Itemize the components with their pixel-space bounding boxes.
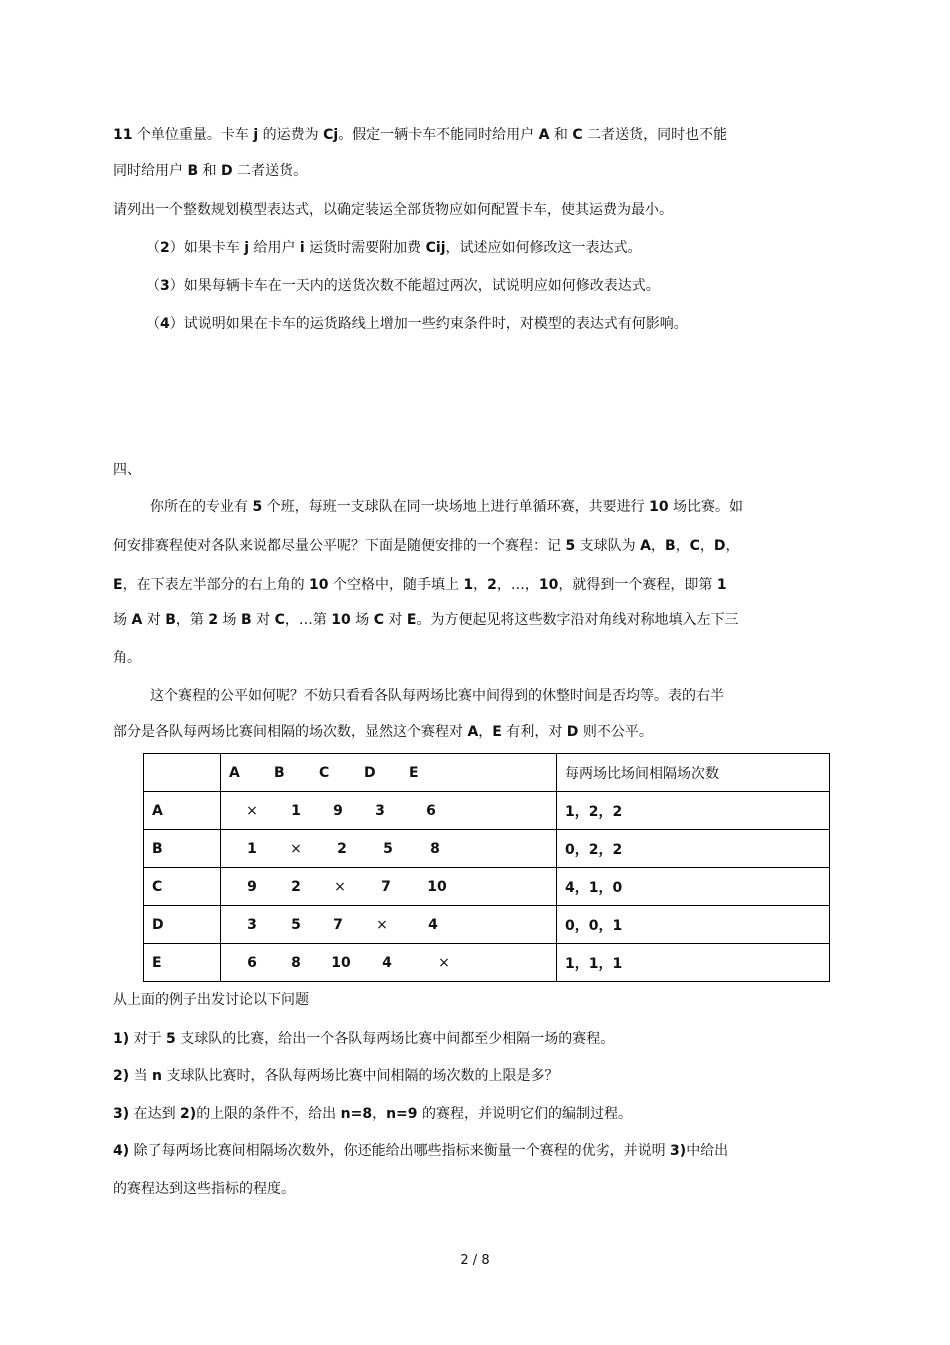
text-run: 10 bbox=[649, 499, 669, 515]
text-line bbox=[113, 575, 727, 595]
text-run: n bbox=[152, 1068, 163, 1084]
text-run: 1 bbox=[716, 577, 727, 593]
match-cell: 6 bbox=[247, 954, 257, 971]
text-line bbox=[113, 648, 141, 668]
text-run: B bbox=[187, 163, 199, 179]
match-cell: 2 bbox=[337, 840, 347, 857]
match-cell: 3 bbox=[247, 916, 257, 933]
row-gaps: 1，1，1 bbox=[557, 944, 830, 982]
row-team-label: E bbox=[144, 944, 221, 982]
text-run: 1 bbox=[463, 577, 474, 593]
schedule-table bbox=[143, 753, 830, 982]
text-run: ， bbox=[473, 577, 488, 593]
match-cell: 3 bbox=[375, 802, 385, 819]
text-run: 同时给用户 bbox=[113, 163, 188, 179]
text-run: 2 bbox=[487, 577, 497, 593]
text-line bbox=[113, 1104, 632, 1124]
team-header: D bbox=[364, 764, 376, 781]
row-cells bbox=[221, 830, 557, 868]
text-run: 5 bbox=[252, 499, 263, 515]
text-run: ， bbox=[675, 538, 690, 554]
text-run: 的运费为 bbox=[258, 127, 324, 143]
text-run: 10 bbox=[538, 577, 559, 593]
text-run: 场 bbox=[350, 612, 374, 628]
match-cell: × bbox=[290, 840, 302, 857]
row-team-label: C bbox=[144, 868, 221, 906]
table-row bbox=[144, 792, 830, 830]
text-run: ，第 bbox=[175, 612, 209, 628]
text-line bbox=[113, 1029, 614, 1049]
text-run: 支球队为 bbox=[575, 538, 641, 554]
text-run: 有利，对 bbox=[501, 724, 567, 740]
text-run: ，…第 bbox=[284, 612, 332, 628]
text-run: 场比赛。如 bbox=[668, 499, 744, 515]
text-run: j bbox=[244, 240, 250, 256]
text-run: 和 bbox=[549, 127, 573, 143]
text-run: 何安排赛程使对各队来说都尽量公平呢？下面是随便安排的一个赛程：记 bbox=[113, 538, 566, 554]
match-cell: × bbox=[246, 802, 258, 819]
row-cells bbox=[221, 906, 557, 944]
text-run: 角。 bbox=[113, 650, 141, 666]
table-corner-cell bbox=[144, 754, 221, 792]
text-run: 支球队的比赛，给出一个各队每两场比赛中间都至少相隔一场的赛程。 bbox=[175, 1031, 615, 1047]
text-run: B bbox=[165, 612, 176, 628]
team-header: A bbox=[229, 764, 240, 781]
text-run: Cj bbox=[323, 127, 339, 143]
row-gaps: 1，2，2 bbox=[557, 792, 830, 830]
row-team-label: D bbox=[144, 906, 221, 944]
text-run: 支球队比赛时，各队每两场比赛中间相隔的场次数的上限是多？ bbox=[162, 1068, 559, 1084]
text-run: ， bbox=[478, 724, 493, 740]
match-cell: × bbox=[438, 954, 450, 971]
text-run: A bbox=[467, 724, 479, 740]
text-run: C bbox=[274, 612, 285, 628]
text-run: 。假定一辆卡车不能同时给用户 bbox=[338, 127, 539, 143]
match-cell: 2 bbox=[291, 878, 301, 895]
text-run: B bbox=[240, 612, 252, 628]
text-line bbox=[113, 722, 653, 742]
text-run: 的赛程，并说明它们的编制过程。 bbox=[417, 1106, 632, 1122]
match-cell: 7 bbox=[333, 916, 343, 933]
text-run: 个空格中，随手填上 bbox=[328, 577, 464, 593]
text-run: ）如果每辆卡车在一天内的送货次数不能超过两次，试说明应如何修改表达式。 bbox=[169, 278, 660, 294]
text-run: 4 bbox=[160, 316, 170, 332]
text-run: 这个赛程的公平如何呢？不妨只看看各队每两场比赛中间得到的休整时间是否均等。表的右半 bbox=[150, 688, 724, 704]
text-run: 个班，每班一支球队在同一块场地上进行单循环赛，共要进行 bbox=[262, 499, 650, 515]
table-row bbox=[144, 906, 830, 944]
text-run: 场 bbox=[113, 612, 132, 628]
text-run: A bbox=[538, 127, 550, 143]
text-run: （ bbox=[146, 278, 160, 294]
text-run: 你所在的专业有 bbox=[150, 499, 253, 515]
text-run: 运货时需要附加费 bbox=[304, 240, 426, 256]
match-cell: 1 bbox=[291, 802, 301, 819]
text-run: ， bbox=[372, 1106, 387, 1122]
match-cell: × bbox=[376, 916, 388, 933]
text-run: A bbox=[640, 538, 651, 554]
match-cell: 5 bbox=[291, 916, 301, 933]
match-cell: 9 bbox=[247, 878, 257, 895]
table-header-row bbox=[144, 754, 830, 792]
row-gaps: 0，0，1 bbox=[557, 906, 830, 944]
text-run: ，试述应如何修改这一表达式。 bbox=[445, 240, 642, 256]
text-run: 对于 bbox=[129, 1031, 167, 1047]
text-run: 1) bbox=[113, 1031, 130, 1047]
match-cell: 6 bbox=[426, 802, 436, 819]
text-line bbox=[113, 1179, 295, 1199]
text-run: D bbox=[221, 163, 233, 179]
text-run: 在达到 bbox=[129, 1106, 181, 1122]
text-line bbox=[146, 314, 688, 334]
match-cell: × bbox=[334, 878, 346, 895]
text-line bbox=[113, 610, 738, 630]
match-cell: 4 bbox=[382, 954, 392, 971]
match-cell: 10 bbox=[427, 878, 447, 895]
team-header: B bbox=[274, 764, 285, 781]
text-run: 中给出 bbox=[686, 1143, 729, 1159]
text-run: 的赛程达到这些指标的程度。 bbox=[113, 1181, 295, 1197]
text-run: 部分是各队每两场比赛间相隔的场次数，显然这个赛程对 bbox=[113, 724, 468, 740]
text-run: 2) bbox=[180, 1106, 197, 1122]
row-cells bbox=[221, 944, 557, 982]
section-heading: 四、 bbox=[113, 462, 141, 478]
text-line bbox=[113, 990, 309, 1010]
text-run: 个单位重量。卡车 bbox=[132, 127, 254, 143]
match-cell: 9 bbox=[333, 802, 343, 819]
text-run: 二者送货，同时也不能 bbox=[582, 127, 728, 143]
text-run: 对 bbox=[383, 612, 407, 628]
text-run: E bbox=[492, 724, 502, 740]
text-run: 当 bbox=[129, 1068, 153, 1084]
text-run: 和 bbox=[198, 163, 222, 179]
table-header-teams bbox=[221, 754, 557, 792]
match-cell: 1 bbox=[247, 840, 257, 857]
text-line bbox=[113, 125, 727, 145]
text-run: B bbox=[664, 538, 676, 554]
text-run: 场 bbox=[218, 612, 241, 628]
text-run: C bbox=[572, 127, 583, 143]
text-run: 除了每两场比赛间相隔场次数外，你还能给出哪些指标来衡量一个赛程的优劣，并说明 bbox=[129, 1143, 671, 1159]
row-team-label: A bbox=[144, 792, 221, 830]
text-run: 对 bbox=[142, 612, 166, 628]
text-run: C bbox=[373, 612, 384, 628]
text-run: ， bbox=[650, 538, 665, 554]
text-line bbox=[113, 1141, 728, 1161]
text-run: 则不公平。 bbox=[578, 724, 653, 740]
text-run: （ bbox=[146, 316, 160, 332]
text-run: C bbox=[689, 538, 700, 554]
text-line bbox=[150, 497, 743, 517]
text-run: 给用户 bbox=[249, 240, 300, 256]
text-run: ，在下表左半部分的右上角的 bbox=[122, 577, 310, 593]
text-line bbox=[146, 276, 660, 296]
text-run: ， bbox=[725, 538, 740, 554]
text-run: D bbox=[713, 538, 726, 554]
table-row bbox=[144, 830, 830, 868]
text-run: 10 bbox=[309, 577, 329, 593]
row-cells bbox=[221, 868, 557, 906]
text-run: 2 bbox=[208, 612, 219, 628]
text-run: 对 bbox=[251, 612, 275, 628]
team-header: E bbox=[409, 764, 419, 781]
table-header-gaps: 每两场比场间相隔场次数 bbox=[557, 754, 830, 792]
text-line bbox=[150, 686, 724, 706]
text-run: Cij bbox=[425, 240, 446, 256]
text-run: ）如果卡车 bbox=[169, 240, 245, 256]
row-gaps: 4，1，0 bbox=[557, 868, 830, 906]
text-run: 3) bbox=[113, 1106, 130, 1122]
text-run: ，就得到一个赛程，即第 bbox=[558, 577, 717, 593]
text-run: A bbox=[131, 612, 143, 628]
text-run: 2 bbox=[160, 240, 170, 256]
text-run: j bbox=[253, 127, 259, 143]
text-line bbox=[113, 200, 673, 220]
text-line bbox=[146, 238, 642, 258]
text-run: 的上限的条件不，给出 bbox=[196, 1106, 341, 1122]
text-run: 请列出一个整数规划模型表达式，以确定装运全部货物应如何配置卡车，使其运费为最小。 bbox=[113, 202, 673, 218]
text-run: 4) bbox=[113, 1143, 130, 1159]
text-line bbox=[113, 161, 307, 181]
match-cell: 7 bbox=[381, 878, 391, 895]
text-run: 10 bbox=[331, 612, 351, 628]
table-row bbox=[144, 944, 830, 982]
text-run: 从上面的例子出发讨论以下问题 bbox=[113, 992, 309, 1008]
team-header: C bbox=[319, 764, 330, 781]
text-run: 2) bbox=[113, 1068, 130, 1084]
text-run: E bbox=[406, 612, 417, 628]
match-cell: 10 bbox=[331, 954, 351, 971]
text-run: n=8 bbox=[340, 1106, 373, 1122]
match-cell: 8 bbox=[430, 840, 440, 857]
text-run: ， bbox=[699, 538, 714, 554]
page-number: 2 / 8 bbox=[460, 1253, 490, 1268]
text-run: 5 bbox=[565, 538, 576, 554]
text-run: ，…， bbox=[496, 577, 539, 593]
row-team-label: B bbox=[144, 830, 221, 868]
row-cells bbox=[221, 792, 557, 830]
table-row bbox=[144, 868, 830, 906]
text-run: i bbox=[299, 240, 305, 256]
text-run: D bbox=[566, 724, 579, 740]
text-run: 3 bbox=[160, 278, 170, 294]
text-run: 5 bbox=[166, 1031, 176, 1047]
text-line bbox=[113, 536, 740, 556]
match-cell: 8 bbox=[291, 954, 301, 971]
text-run: E bbox=[113, 577, 123, 593]
text-run: 二者送货。 bbox=[232, 163, 308, 179]
text-run: ）试说明如果在卡车的运货路线上增加一些约束条件时，对模型的表达式有何影响。 bbox=[169, 316, 688, 332]
text-run: n=9 bbox=[386, 1106, 418, 1122]
match-cell: 5 bbox=[383, 840, 393, 857]
text-line bbox=[113, 1066, 558, 1086]
match-cell: 4 bbox=[428, 916, 438, 933]
row-gaps: 0，2，2 bbox=[557, 830, 830, 868]
text-run: 3) bbox=[670, 1143, 687, 1159]
text-run: 。为方便起见将这些数字沿对角线对称地填入左下三 bbox=[416, 612, 739, 628]
text-run: （ bbox=[146, 240, 160, 256]
text-run: 11 bbox=[113, 127, 133, 143]
